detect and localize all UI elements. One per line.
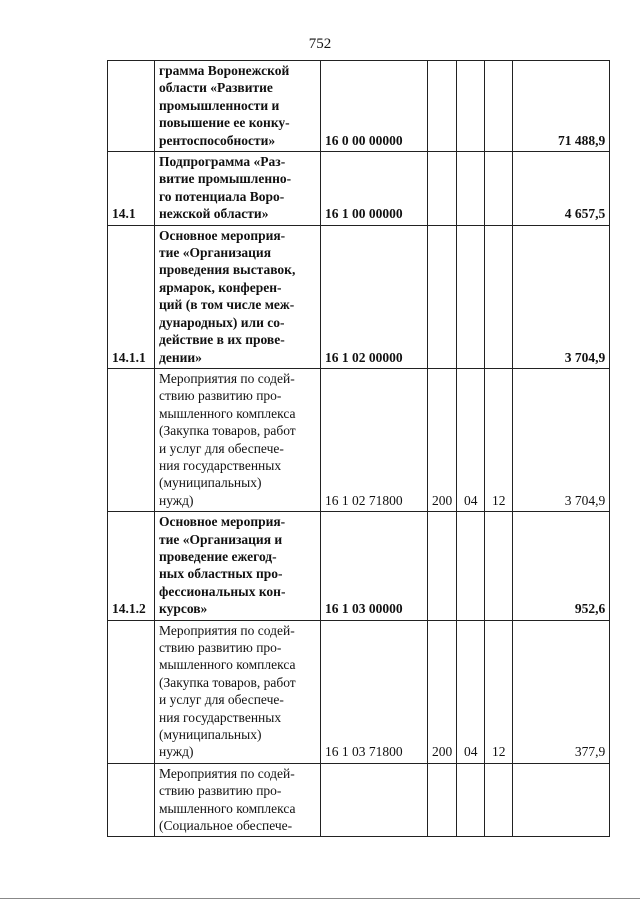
row-name-line: повышение ее конку- <box>159 115 290 131</box>
row-name-line: ных областных про- <box>159 566 283 582</box>
row-name-line: витие промышленно- <box>159 171 292 187</box>
target-article-code-cell: 16 1 00 00000 <box>321 152 428 226</box>
row-name-line: (Социальное обеспече- <box>159 818 293 834</box>
subsection-cell <box>485 61 513 152</box>
row-name-line: ствию развитию про- <box>159 388 282 404</box>
row-name-line: Мероприятия по содей- <box>159 622 295 638</box>
subsection-cell <box>485 225 513 368</box>
row-name-line: го потенциала Воро- <box>159 188 285 204</box>
amount-cell: 952,6 <box>513 512 610 620</box>
section-cell <box>457 61 485 152</box>
row-name-line: и услуг для обеспече- <box>159 692 284 708</box>
expense-type-cell <box>428 512 457 620</box>
row-name-cell <box>155 225 321 368</box>
table-row <box>108 620 610 763</box>
row-number-cell: 14.1.1 <box>108 225 155 368</box>
table-row <box>108 368 610 511</box>
row-name-line: Мероприятия по содей- <box>159 765 295 781</box>
row-name-line: и услуг для обеспече- <box>159 440 284 456</box>
table-row <box>108 225 610 368</box>
target-article-code-cell: 16 1 03 71800 <box>321 620 428 763</box>
table-row <box>108 152 610 226</box>
table-row <box>108 763 610 837</box>
subsection-cell <box>485 763 513 837</box>
row-number-cell <box>108 368 155 511</box>
row-name-cell <box>155 152 321 226</box>
section-cell: 04 <box>457 620 485 763</box>
row-name-line: действие в их прове- <box>159 332 285 348</box>
amount-cell: 377,9 <box>513 620 610 763</box>
target-article-code-cell: 16 0 00 00000 <box>321 61 428 152</box>
row-name-line: Мероприятия по содей- <box>159 370 295 386</box>
table-row <box>108 512 610 620</box>
row-name-line: нужд) <box>159 492 194 508</box>
row-number-cell: 14.1 <box>108 152 155 226</box>
row-name-line: (Закупка товаров, работ <box>159 674 296 690</box>
row-name-cell <box>155 368 321 511</box>
section-cell <box>457 225 485 368</box>
amount-cell <box>513 763 610 837</box>
row-name-line: ярмарок, конферен- <box>159 279 282 295</box>
target-article-code-cell: 16 1 02 00000 <box>321 225 428 368</box>
row-name-line: (муниципальных) <box>159 475 262 491</box>
expense-type-cell <box>428 61 457 152</box>
row-name-line: фессиональных кон- <box>159 583 286 599</box>
row-name-line: ния государственных <box>159 709 282 725</box>
row-name-cell <box>155 512 321 620</box>
target-article-code-cell <box>321 763 428 837</box>
section-cell: 04 <box>457 368 485 511</box>
expense-type-cell <box>428 225 457 368</box>
row-name-line: мышленного комплекса <box>159 800 296 816</box>
row-name-line: мышленного комплекса <box>159 657 296 673</box>
page-number: 752 <box>308 36 332 52</box>
row-name-cell <box>155 763 321 837</box>
row-name-line: ций (в том числе меж- <box>159 297 295 313</box>
row-name-line: мышленного комплекса <box>159 405 296 421</box>
row-name-line: ствию развитию про- <box>159 783 282 799</box>
target-article-code-cell: 16 1 03 00000 <box>321 512 428 620</box>
amount-cell: 3 704,9 <box>513 225 610 368</box>
row-name-line: (Закупка товаров, работ <box>159 423 296 439</box>
row-name-line: области «Развитие <box>159 80 273 96</box>
expense-type-cell <box>428 763 457 837</box>
subsection-cell: 12 <box>485 368 513 511</box>
row-number-cell <box>108 61 155 152</box>
row-name-line: ния государственных <box>159 457 282 473</box>
row-name-line: курсов» <box>159 601 208 617</box>
amount-cell: 3 704,9 <box>513 368 610 511</box>
section-cell <box>457 512 485 620</box>
section-cell <box>457 763 485 837</box>
row-name-line: ствию развитию про- <box>159 640 282 655</box>
subsection-cell: 12 <box>485 620 513 763</box>
row-name-line: (муниципальных) <box>159 727 262 743</box>
table-row <box>108 61 610 152</box>
row-name-line: нужд) <box>159 744 194 760</box>
expense-type-cell: 200 <box>428 368 457 511</box>
expense-type-cell: 200 <box>428 620 457 763</box>
row-name-line: дении» <box>159 349 202 365</box>
row-name-cell <box>155 61 321 152</box>
target-article-code-cell: 16 1 02 71800 <box>321 368 428 511</box>
amount-cell: 71 488,9 <box>513 61 610 152</box>
row-name-line: проведения выставок, <box>159 262 296 278</box>
row-name-line: дународных) или со- <box>159 314 285 330</box>
row-name-line: проведение ежегод- <box>159 548 277 564</box>
row-name-line: Основное мероприя- <box>159 227 286 243</box>
expense-type-cell <box>428 152 457 226</box>
bottom-divider <box>0 898 640 899</box>
row-name-line: нежской области» <box>159 206 269 222</box>
row-name-line: Основное мероприя- <box>159 514 286 530</box>
budget-table-body <box>108 61 610 837</box>
subsection-cell <box>485 152 513 226</box>
row-name-line: Подпрограмма «Раз- <box>159 154 286 170</box>
budget-table <box>107 60 610 837</box>
row-number-cell: 14.1.2 <box>108 512 155 620</box>
row-number-cell <box>108 763 155 837</box>
row-name-line: промышленности и <box>159 97 280 113</box>
row-name-line: грамма Воронежской <box>159 63 290 78</box>
row-number-cell <box>108 620 155 763</box>
row-name-cell <box>155 620 321 763</box>
row-name-line: рентоспособности» <box>159 132 276 148</box>
subsection-cell <box>485 512 513 620</box>
row-name-line: тие «Организация <box>159 245 272 261</box>
row-name-line: тие «Организация и <box>159 531 283 547</box>
amount-cell: 4 657,5 <box>513 152 610 226</box>
section-cell <box>457 152 485 226</box>
